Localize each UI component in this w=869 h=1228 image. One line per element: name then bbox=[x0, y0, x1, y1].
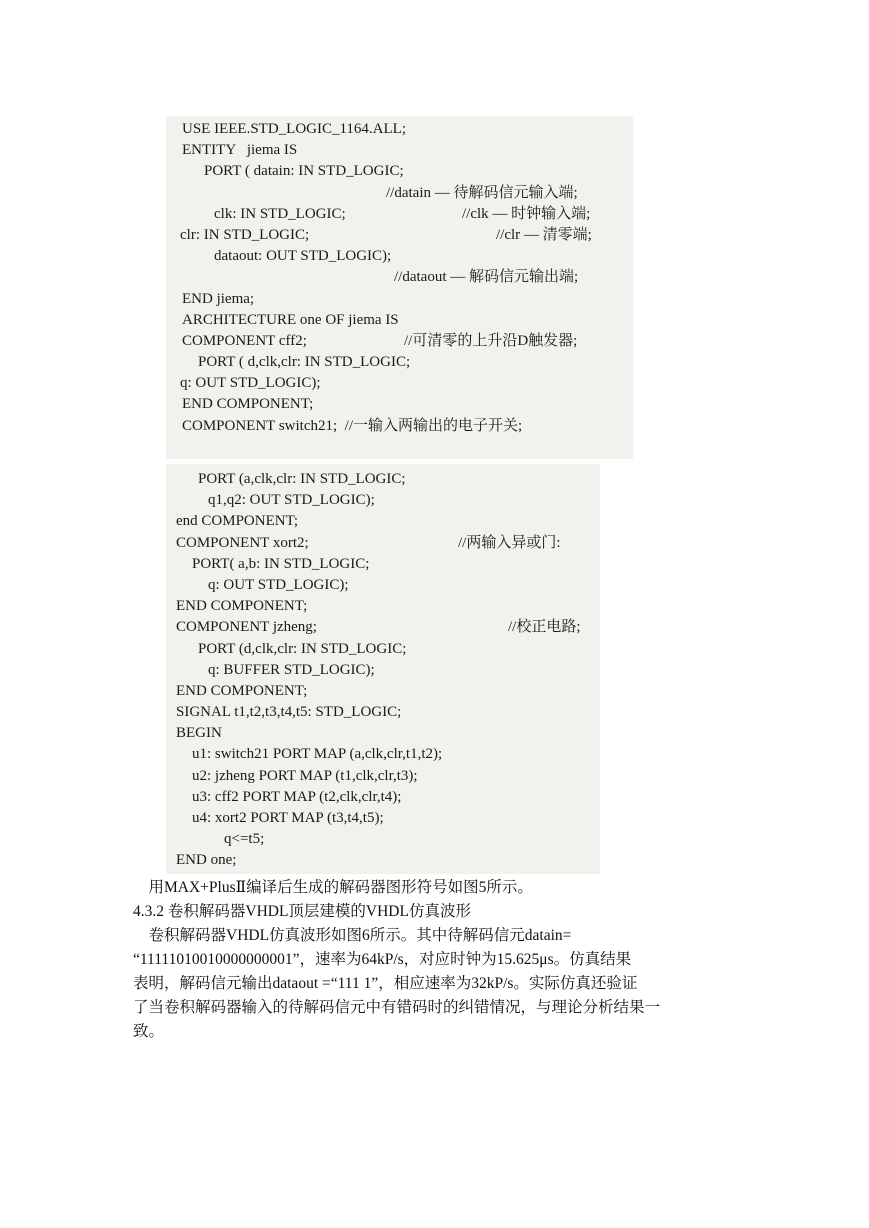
code-text: END jiema; bbox=[182, 290, 255, 307]
code-text: u3: cff2 PORT MAP (t2,clk,clr,t4); bbox=[192, 788, 402, 805]
code-line bbox=[166, 119, 633, 140]
code-line bbox=[166, 373, 633, 394]
code-line bbox=[166, 681, 600, 702]
code-text: PORT ( datain: IN STD_LOGIC; bbox=[204, 163, 404, 180]
code-line bbox=[166, 331, 633, 352]
code-line bbox=[166, 596, 600, 617]
code-line bbox=[166, 490, 600, 511]
code-line bbox=[166, 416, 633, 437]
code-text: ARCHITECTURE one OF jiema IS bbox=[182, 311, 399, 328]
code-text: PORT ( d,clk,clr: IN STD_LOGIC; bbox=[198, 354, 411, 371]
code-line bbox=[166, 766, 600, 787]
code-text: //clr — 清零端; bbox=[496, 226, 592, 243]
code-text: clk: IN STD_LOGIC; bbox=[214, 205, 346, 222]
paragraph-line: 卷积解码器VHDL仿真波形如图6所示。其中待解码信元datain= bbox=[133, 927, 572, 944]
code-line bbox=[166, 702, 600, 723]
code-text: //datain — 待解码信元输入端; bbox=[386, 184, 578, 201]
code-text: q: OUT STD_LOGIC); bbox=[208, 576, 349, 593]
code-line bbox=[166, 289, 633, 310]
code-text: COMPONENT jzheng; bbox=[176, 619, 317, 636]
code-line bbox=[166, 394, 633, 415]
vhdl-code-image-bottom bbox=[166, 464, 600, 874]
code-text: SIGNAL t1,t2,t3,t4,t5: STD_LOGIC; bbox=[176, 704, 402, 721]
code-line bbox=[166, 352, 633, 373]
code-line bbox=[166, 469, 600, 490]
code-text: COMPONENT cff2; bbox=[182, 332, 307, 349]
code-line bbox=[166, 744, 600, 765]
code-text: //校正电路; bbox=[508, 619, 581, 636]
code-line bbox=[166, 723, 600, 744]
code-text: dataout: OUT STD_LOGIC); bbox=[214, 248, 392, 265]
code-line bbox=[166, 850, 600, 871]
code-line bbox=[166, 204, 633, 225]
code-text: q: OUT STD_LOGIC); bbox=[180, 375, 321, 392]
code-text: PORT (d,clk,clr: IN STD_LOGIC; bbox=[198, 640, 407, 657]
paragraph-line: 表明，解码信元输出dataout =“111 1”，相应速率为32kP/s。实际仿真还验证 bbox=[133, 975, 638, 992]
code-text: PORT (a,clk,clr: IN STD_LOGIC; bbox=[198, 471, 406, 487]
code-text: q1,q2: OUT STD_LOGIC); bbox=[208, 492, 375, 509]
body-text bbox=[133, 876, 733, 1044]
code-text: END one; bbox=[176, 852, 237, 869]
code-line bbox=[166, 161, 633, 182]
code-text: //两输入异或门: bbox=[458, 534, 561, 551]
code-line bbox=[166, 554, 600, 575]
code-text: clr: IN STD_LOGIC; bbox=[180, 226, 310, 243]
code-text: //clk — 时钟输入端; bbox=[462, 205, 591, 222]
code-line bbox=[166, 575, 600, 596]
vhdl-code-image-top bbox=[166, 116, 633, 459]
paragraph-line: 致。 bbox=[133, 1023, 165, 1040]
code-line bbox=[166, 639, 600, 660]
code-line bbox=[166, 787, 600, 808]
code-text: USE IEEE.STD_LOGIC_1164.ALL; bbox=[182, 121, 407, 137]
code-line bbox=[166, 183, 633, 204]
code-line bbox=[166, 267, 633, 288]
code-text: PORT( a,b: IN STD_LOGIC; bbox=[192, 555, 370, 572]
code-line bbox=[166, 511, 600, 532]
code-text: end COMPONENT; bbox=[176, 513, 299, 530]
code-text: COMPONENT switch21; //一输入两输出的电子开关; bbox=[182, 417, 523, 434]
code-line bbox=[166, 533, 600, 554]
section-heading-4-3-2: 4.3.2 卷积解码器VHDL顶层建模的VHDL仿真波形 bbox=[133, 903, 471, 920]
code-text: END COMPONENT; bbox=[176, 682, 308, 699]
code-line bbox=[166, 246, 633, 267]
code-line bbox=[166, 829, 600, 850]
code-text: END COMPONENT; bbox=[176, 598, 308, 615]
code-line bbox=[166, 225, 633, 246]
code-text: //dataout — 解码信元输出端; bbox=[394, 269, 579, 286]
code-text: u4: xort2 PORT MAP (t3,t4,t5); bbox=[192, 810, 384, 826]
code-line bbox=[166, 660, 600, 681]
code-text: u1: switch21 PORT MAP (a,clk,clr,t1,t2); bbox=[192, 746, 443, 763]
code-line bbox=[166, 140, 633, 161]
code-text: BEGIN bbox=[176, 725, 222, 742]
code-text: END COMPONENT; bbox=[182, 396, 314, 413]
paragraph-line: “11111010010000000001”，速率为64kP/s，对应时钟为15.625μs。仿真结果 bbox=[133, 951, 632, 968]
code-text: ENTITY jiema IS bbox=[182, 142, 298, 159]
code-text: COMPONENT xort2; bbox=[176, 534, 309, 551]
code-text: q: BUFFER STD_LOGIC); bbox=[208, 661, 375, 678]
code-text: u2: jzheng PORT MAP (t1,clk,clr,t3); bbox=[192, 767, 418, 784]
code-line bbox=[166, 310, 633, 331]
code-line bbox=[166, 808, 600, 829]
code-text: //可清零的上升沿D触发器; bbox=[404, 332, 578, 349]
code-text: q<=t5; bbox=[224, 831, 265, 848]
paragraph-line: 了当卷积解码器输入的待解码信元中有错码时的纠错情况，与理论分析结果一 bbox=[133, 999, 661, 1016]
code-line bbox=[166, 617, 600, 638]
figure-5-reference-line: 用MAX+PlusⅡ编译后生成的解码器图形符号如图5所示。 bbox=[133, 879, 533, 896]
